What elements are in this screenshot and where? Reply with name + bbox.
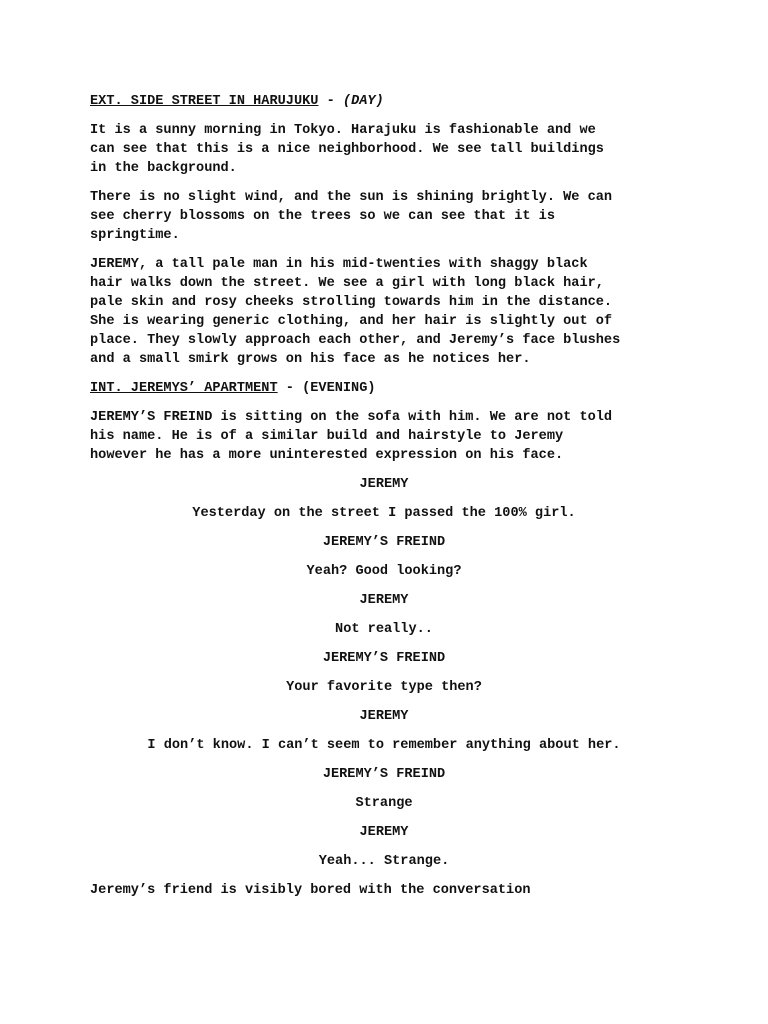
- character-name: JEREMY’S FREIND: [322, 651, 446, 666]
- dialogue-line: Yesterday on the street I passed the 100% girl.: [192, 506, 576, 521]
- dialogue-line: Strange: [355, 796, 413, 811]
- closing-action-paragraph: Jeremy’s friend is visibly bored with the conversation: [90, 883, 531, 898]
- character-name: JEREMY: [359, 477, 409, 492]
- character-name: JEREMY: [359, 825, 409, 840]
- scene-heading-separator: -: [318, 94, 343, 109]
- dialogue-line: Not really..: [335, 622, 433, 637]
- scene-heading-1: [90, 92, 690, 111]
- dialogue-block: [90, 475, 678, 871]
- character-name: JEREMY: [359, 709, 409, 724]
- action-paragraph: There is no slight wind, and the sun is shining brightly. We can see cherry blossoms on the trees so we can see that it is springtime.: [90, 190, 613, 243]
- scene-heading-time: (DAY): [342, 94, 384, 109]
- scene-heading-location: EXT. SIDE STREET IN HARUJUKU: [90, 94, 319, 109]
- action-paragraph: It is a sunny morning in Tokyo. Harajuku is fashionable and we can see that this is a nice neighborhood. We see tall buildings in the background.: [90, 123, 604, 176]
- action-paragraph: JEREMY, a tall pale man in his mid-twenties with shaggy black hair walks down the street. We see a girl with long black hair, pale skin and rosy cheeks strolling towards him in the distance. She is wearing generic clothing, and her hair is slightly out of place. They slowly approach each other, and Jeremy’s face blushes and a small smirk grows on his face as he notices her.: [90, 257, 621, 367]
- dialogue-line: Your favorite type then?: [286, 680, 482, 695]
- action-paragraph: JEREMY’S FREIND is sitting on the sofa with him. We are not told his name. He is of a similar build and hairstyle to Jeremy however he has a more uninterested expression on his face.: [90, 410, 613, 463]
- scene-heading-2: [90, 379, 690, 398]
- scene-heading-location: INT. JEREMYS’ APARTMENT: [90, 381, 278, 396]
- dialogue-line: Yeah... Strange.: [318, 854, 450, 869]
- scene-heading-time: (EVENING): [302, 381, 376, 396]
- dialogue-line: I don’t know. I can’t seem to remember anything about her.: [147, 738, 621, 753]
- character-name: JEREMY’S FREIND: [322, 535, 446, 550]
- character-name: JEREMY’S FREIND: [322, 767, 446, 782]
- dialogue-line: Yeah? Good looking?: [306, 564, 462, 579]
- character-name: JEREMY: [359, 593, 409, 608]
- scene-heading-separator: -: [277, 381, 303, 396]
- screenplay-content: [90, 92, 690, 910]
